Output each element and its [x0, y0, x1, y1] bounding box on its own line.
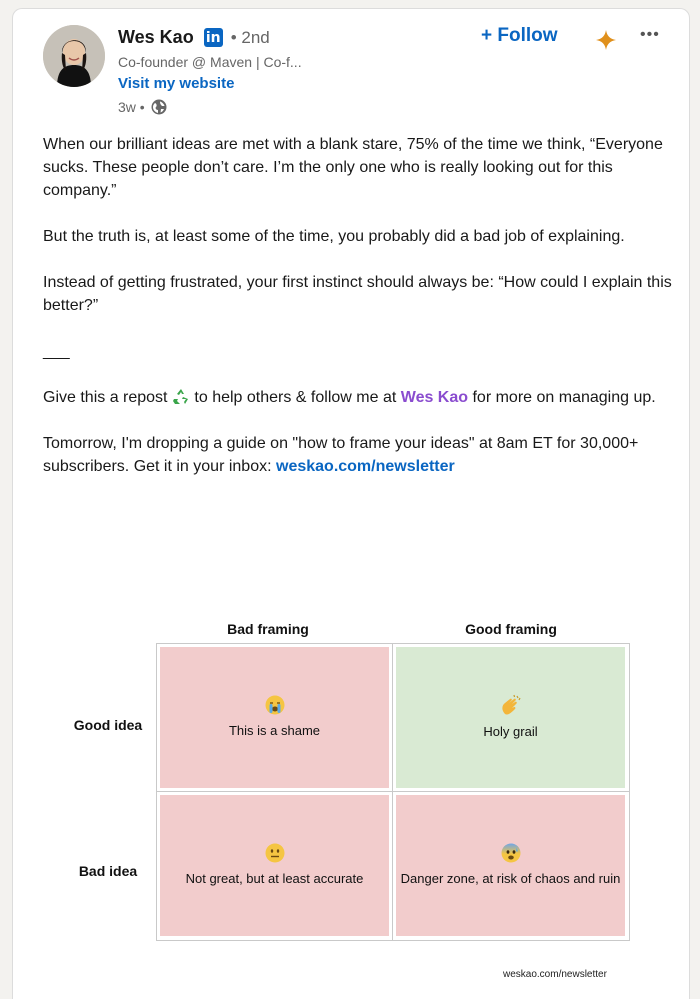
author-headline: Co-founder @ Maven | Co-f...	[118, 54, 302, 70]
recycle-icon	[172, 388, 190, 405]
clapping-hands-icon	[499, 694, 523, 716]
neutral-face-icon	[265, 843, 285, 863]
connection-degree: • 2nd	[230, 27, 270, 47]
cell-label: Holy grail	[483, 724, 538, 739]
framing-matrix-image[interactable]	[13, 605, 689, 995]
post-paragraph: Instead of getting frustrated, your first instinct should always be: “How could I explain this better?”	[43, 274, 672, 314]
post-time: 3w •	[118, 99, 145, 115]
image-footer-url: weskao.com/newsletter	[503, 969, 607, 980]
matrix-grid	[156, 643, 630, 941]
anxious-face-icon	[501, 843, 521, 863]
follow-button[interactable]: + Follow	[481, 25, 558, 46]
newsletter-link[interactable]: weskao.com/newsletter	[276, 458, 455, 475]
row-header-good-idea: Good idea	[73, 717, 143, 733]
visit-website-link[interactable]: Visit my website	[118, 75, 235, 92]
post-paragraph: When our brilliant ideas are met with a blank stare, 75% of the time we think, “Everyone sucks. These people don’t care. I’m the only one who is really looking out for this company.”	[43, 136, 663, 199]
matrix-cell-good-idea-bad-framing	[160, 647, 389, 788]
post-timestamp	[118, 99, 167, 115]
grid-divider-horizontal	[157, 791, 629, 792]
grid-divider-vertical	[392, 644, 393, 940]
avatar[interactable]	[43, 25, 105, 87]
column-header-bad-framing: Bad framing	[227, 621, 309, 637]
crying-face-icon	[265, 695, 285, 715]
mention-link[interactable]: Wes Kao	[400, 389, 469, 406]
cell-label: This is a shame	[228, 723, 321, 738]
post-paragraph: Tomorrow, I'm dropping a guide on "how to frame your ideas" at 8am ET for 30,000+ subscribers. Get it in your inbox: weskao.com/newsletter	[43, 435, 639, 475]
author-row	[118, 27, 270, 48]
row-header-bad-idea: Bad idea	[78, 863, 138, 879]
matrix-cell-bad-idea-good-framing	[396, 795, 625, 936]
author-name[interactable]: Wes Kao	[118, 27, 194, 47]
globe-icon	[151, 99, 167, 115]
column-header-good-framing: Good framing	[465, 621, 557, 637]
more-options-button[interactable]: •••	[640, 26, 660, 43]
post-card	[12, 8, 690, 999]
post-paragraph: Give this a repost to help others & follow me at Wes Kao for more on managing up.	[43, 389, 656, 406]
cell-label: Not great, but at least accurate	[185, 871, 364, 886]
matrix-cell-good-idea-good-framing	[396, 647, 625, 788]
matrix-cell-bad-idea-bad-framing	[160, 795, 389, 936]
sparkle-icon[interactable]	[596, 30, 616, 55]
post-body	[43, 133, 673, 501]
linkedin-premium-icon: in	[204, 28, 223, 47]
post-paragraph: But the truth is, at least some of the time, you probably did a bad job of explaining.	[43, 228, 625, 245]
cell-label: Danger zone, at risk of chaos and ruin	[400, 871, 621, 886]
post-divider: ___	[43, 343, 70, 360]
